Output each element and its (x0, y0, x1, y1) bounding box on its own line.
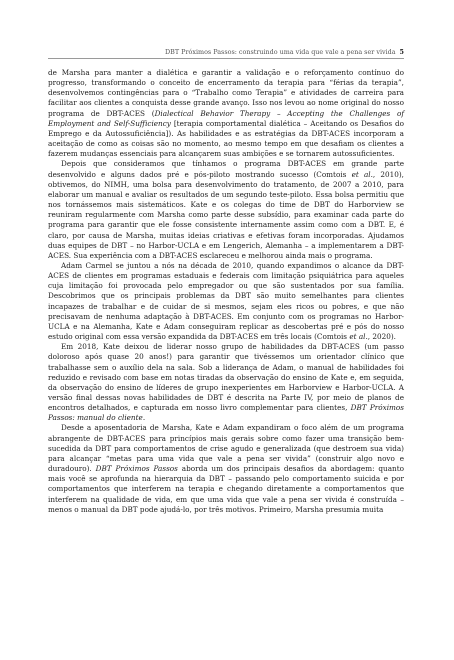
paragraph: Desde a aposentadoria de Marsha, Kate e Adam expandiram o foco além de um programa abrangente de DBT-ACES para princípios mais gerais sobre como fazer uma transição bem-sucedida da DBT para comportamentos de crise agudo e generalizada (que destroem sua vida) para alcançar “metas para uma vida que vale a pena ser vivida” (construir algo novo e duradouro). DBT Próximos Passos aborda um dos principais desafios da abordagem: quanto mais você se aprofunda na hierarquia da DBT – passando pelo comportamento suicida e por comportamentos que interferem na terapia e chegando diretamente a comportamentos que interferem na qualidade de vida, em que uma vida que vale a pena ser vivida é construída – menos o manual da DBT pode ajudá-lo, por três motivos. Primeiro, Marsha presumia muita (48, 423, 404, 514)
paragraph: Adam Carmel se juntou a nós na década de 2010, quando expandimos o alcance da DBT-ACES de clientes em programas estaduais e federais com limitação psiquiátrica para aqueles cuja limitação foi provocada pelo empregador ou que são sustentados por sua família. Descobrimos que os principais problemas da DBT são muito semelhantes para clientes incapazes de trabalhar e de cuidar de si mesmos, sejam eles ricos ou pobres, e que não precisavam de nenhuma adaptação à DBT-ACES. Em conjunto com os programas no Harbor-UCLA e na Alemanha, Kate e Adam conseguiram replicar as descobertas pré e pós do nosso estudo original com essa versão expandida da DBT-ACES em três locais (Comtois et al., 2020). (48, 260, 404, 342)
page-number: 5 (399, 48, 404, 56)
running-header (48, 48, 404, 59)
running-title: DBT Próximos Passos: construindo uma vida que vale a pena ser vivida (165, 48, 396, 56)
paragraph: Depois que consideramos que tínhamos o programa DBT-ACES em grande parte desenvolvido e alguns dados pré e pós-piloto mostrando sucesso (Comtois et al., 2010), obtivemos, do NIMH, uma bolsa para desenvolvimento do tratamento, de 2007 a 2010, para elaborar um manual e avaliar os resultados de um segundo teste-piloto. Essa bolsa permitiu que nos tornássemos mais sistemáticos. Kate e os colegas do time de DBT do Harborview se reuniram regularmente com Marsha como parte desse subsídio, para examinar cada parte do programa para garantir que ele fosse consistente internamente assim como com a DBT. E, é claro, por causa de Marsha, muitas ideias criativas e efetivas foram incorporadas. Ajudamos duas equipes de DBT – no Harbor-UCLA e em Lengerich, Alemanha – a implementarem a DBT-ACES. Sua experiência com a DBT-ACES esclareceu e melhorou ainda mais o programa. (48, 159, 404, 260)
paragraph: Em 2018, Kate deixou de liderar nosso grupo de habilidades da DBT-ACES (um passo doloroso após quase 20 anos!) para garantir que tivéssemos um orientador clínico que trabalhasse sem o auxílio dela na sala. Sob a liderança de Adam, o manual de habilidades foi reduzido e revisado com base em notas tiradas da observação do ensino de Kate e, em seguida, da observação do ensino de líderes de grupo inexperientes em Harborview e Harbor-UCLA. A versão final dessas novas habilidades de DBT é descrita na Parte IV, por meio de planos de encontros detalhados, e capturada em nosso livro complementar para clientes, DBT Próximos Passos: manual do cliente. (48, 342, 404, 423)
body-text (48, 68, 404, 515)
paragraph: de Marsha para manter a dialética e garantir a validação e o reforçamento contínuo do progresso, transformando o conceito de encerramento da terapia para “férias da terapia”, desenvolvemos contingências para o “Trabalho como Terapia” e atividades de carreira para facilitar aos clientes a conquista desse grande avanço. Isso nos levou ao nome original do nosso programa de DBT-ACES (Dialectical Behavior Therapy – Accepting the Challenges of Employment and Self-Sufficiency [terapia comportamental dialética – Aceitando os Desafios do Emprego e da Autossuficiência]). As habilidades e as estratégias da DBT-ACES incorporam a aceitação de como as coisas são no momento, ao mesmo tempo em que desafiam os clientes a fazerem mudanças essenciais para alcançarem suas ambições e se tornarem autossuficientes. (48, 68, 405, 159)
